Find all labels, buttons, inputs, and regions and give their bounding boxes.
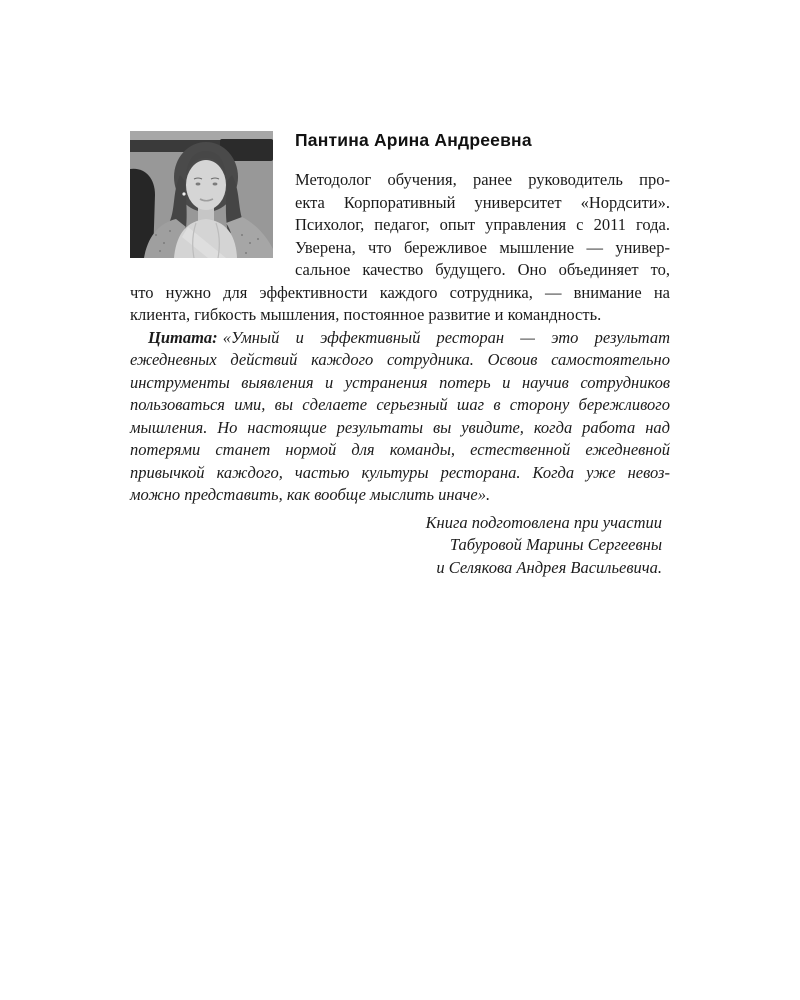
portrait-illustration [130,131,273,258]
book-attribution [130,512,662,580]
author-portrait-photo [130,131,273,258]
quote-first-line-text: «Умный и эффективный ресторан — это результат [222,327,670,347]
quote-line: можно представить, как вообще мыслить иначе». [130,485,491,504]
page-content [130,130,670,579]
quote-line: ежедневных действий каждого сотрудника. Освоив самостоятельно [130,350,670,369]
quote-line: привычкой каждого, частью культуры ресторана. Когда уже невоз- [130,462,670,482]
quote-line: потерями станет нормой для команды, естественной ежедневной [130,440,670,459]
quote-line [130,327,670,350]
quote-line: мышления. Но настоящие результаты вы увидите, когда работа над [130,417,670,437]
bio-line: Психолог, педагог, опыт управления с 2011 года. [295,215,670,234]
attribution-line: и Селякова Андрея Васильевича. [436,557,662,577]
bio-line: Методолог обучения, ранее руководитель про- [295,170,670,189]
bio-line: что нужно для эффективности каждого сотрудника, — внимание на [130,282,670,302]
bio-line: сальное качество будущего. Оно объединяет то, [295,260,670,279]
quote-label: Цитата: [148,327,218,347]
bio-line: екта Корпоративный университет «Нордсити». [295,192,670,212]
attribution-line: Табуровой Марины Сергеевны [449,535,662,554]
quote-line: пользоваться ими, вы сделаете серьезный шаг в сторону бережливого [130,395,670,414]
quote-line: инструменты выявления и устранения потерь и научив сотрудников [130,372,670,392]
author-quote [130,327,670,507]
attribution-line: Книга подготовлена при участии [425,512,662,532]
author-name-heading: Пантина Арина Андреевна [295,130,532,150]
bio-line: клиента, гибкость мышления, постоянное развитие и командность. [130,305,602,324]
bio-line: Уверена, что бережливое мышление — универ- [295,237,670,257]
